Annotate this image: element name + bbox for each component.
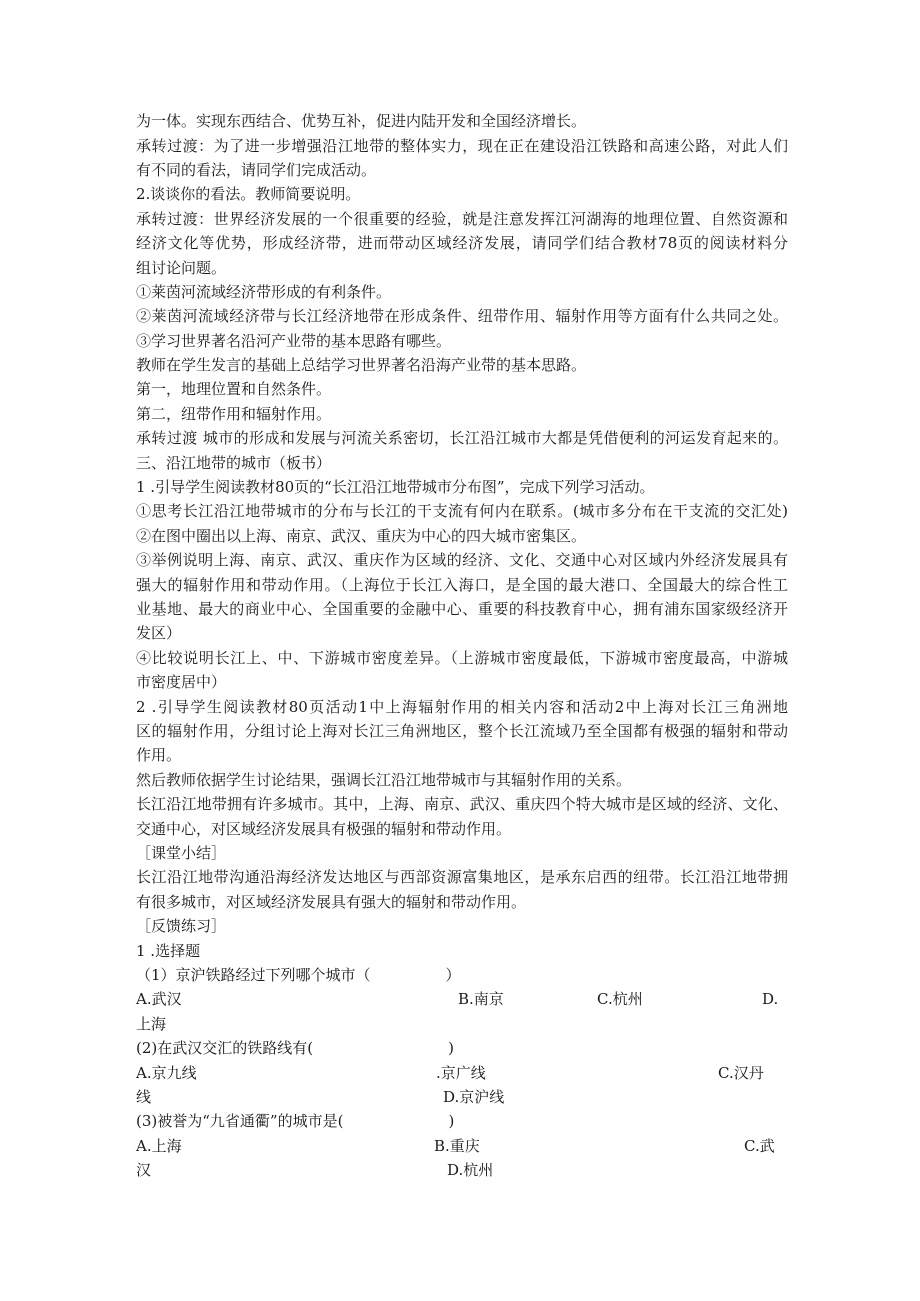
paragraph-line: 2.谈谈你的看法。教师简要说明。	[136, 185, 361, 203]
option-a: A.京九线	[136, 1064, 197, 1082]
option-c: C.汉丹	[718, 1064, 764, 1082]
paragraph-line: ④比较说明长江上、中、下游城市密度差异。（上游城市密度最低，下游城市密度最高，中游城	[136, 649, 788, 667]
option-d-continued: 上海	[136, 1015, 167, 1033]
option-d: D.杭州	[447, 1161, 494, 1179]
paragraph-line: 长江沿江地带沟通沿海经济发达地区与西部资源富集地区，是承东启西的纽带。长江沿江地带拥	[136, 868, 788, 886]
section-heading: 三、沿江地带的城市（板书）	[136, 454, 332, 472]
question-stem: （1）京沪铁路经过下列哪个城市（ ）	[136, 966, 461, 984]
paragraph-line: 经济文化等优势，形成经济带，进而带动区域经济发展，请同学们结合教材78页的阅读材料分	[136, 234, 788, 252]
paragraph-line: 业基地、最大的商业中心、全国重要的金融中心、重要的科技教育中心，拥有浦东国家级经济开	[136, 600, 788, 618]
option-b: B.重庆	[434, 1137, 480, 1155]
paragraph-line: 作用。	[136, 746, 182, 764]
option-a: A.武汉	[136, 990, 182, 1008]
option-c-continued: 汉	[136, 1161, 152, 1179]
option-a: A.上海	[136, 1137, 182, 1155]
paragraph-line: 长江沿江地带拥有许多城市。其中，上海、南京、武汉、重庆四个特大城市是区域的经济、文化、	[136, 795, 788, 813]
paragraph-line: 承转过渡 城市的形成和发展与河流关系密切，长江沿江城市大都是凭借便利的河运发育起来的。	[136, 429, 788, 447]
paragraph-line: ②在图中圈出以上海、南京、武汉、重庆为中心的四大城市密集区。	[136, 527, 587, 545]
question-stem: (3)被誉为“九省通衢”的城市是( )	[136, 1112, 455, 1130]
paragraph-line: 强大的辐射作用和带动作用。（上海位于长江入海口，是全国的最大港口、全国最大的综合性工	[136, 576, 788, 594]
paragraph-line: 交通中心，对区域经济发展具有极强的辐射和带动作用。	[136, 820, 512, 838]
paragraph-line: 区的辐射作用，分组讨论上海对长江三角洲地区，整个长江流域乃至全国都有极强的辐射和带动	[136, 722, 788, 740]
question-stem: (2)在武汉交汇的铁路线有( )	[136, 1039, 454, 1057]
paragraph-line: 市密度居中）	[136, 673, 227, 691]
paragraph-line: 第二，纽带作用和辐射作用。	[136, 405, 332, 423]
paragraph-line: ③举例说明上海、南京、武汉、重庆作为区域的经济、文化、交通中心对区域内外经济发展具有	[136, 551, 788, 569]
paragraph-line: ①莱茵河流域经济带形成的有利条件。	[136, 283, 392, 301]
paragraph-line: 1 .引导学生阅读教材80页的“长江沿江地带城市分布图”，完成下列学习活动。	[136, 478, 655, 496]
paragraph-line: 为一体。实现东西结合、优势互补，促进内陆开发和全国经济增长。	[136, 112, 587, 130]
paragraph-line: 组讨论问题。	[136, 259, 227, 277]
option-d: D.	[762, 990, 779, 1008]
paragraph-line: 然后教师依据学生讨论结果，强调长江沿江地带城市与其辐射作用的关系。	[136, 771, 632, 789]
paragraph-line: 第一，地理位置和自然条件。	[136, 380, 332, 398]
paragraph-line: ①思考长江沿江地带城市的分布与长江的干支流有何内在联系。(城市多分布在干支流的交汇处)	[136, 502, 788, 520]
paragraph-line: 2 .引导学生阅读教材80页活动1中上海辐射作用的相关内容和活动2中上海对长江三角洲地	[136, 698, 788, 716]
paragraph-line: 有很多城市，对区域经济发展具有强大的辐射和带动作用。	[136, 893, 527, 911]
paragraph-line: 教师在学生发言的基础上总结学习世界著名沿海产业带的基本思路。	[136, 356, 587, 374]
paragraph-line: 1 .选择题	[136, 942, 201, 960]
paragraph-line: 承转过渡：世界经济发展的一个很重要的经验，就是注意发挥江河湖海的地理位置、自然资源和	[136, 210, 788, 228]
paragraph-line: 发区）	[136, 624, 182, 642]
paragraph-line: 承转过渡：为了进一步增强沿江地带的整体实力，现在正在建设沿江铁路和高速公路，对此人们	[136, 137, 788, 155]
paragraph-line: ③学习世界著名沿河产业带的基本思路有哪些。	[136, 332, 452, 350]
option-c: C.杭州	[597, 990, 643, 1008]
option-d: D.京沪线	[443, 1088, 505, 1106]
section-heading: ［反馈练习］	[136, 917, 227, 935]
section-heading: ［课堂小结］	[136, 844, 227, 862]
option-b: B.南京	[458, 990, 504, 1008]
option-c: C.武	[744, 1137, 775, 1155]
paragraph-line: ②莱茵河流域经济带与长江经济地带在形成条件、纽带作用、辐射作用等方面有什么共同之处。	[136, 307, 788, 325]
option-c-continued: 线	[136, 1088, 152, 1106]
paragraph-line: 有不同的看法，请同学们完成活动。	[136, 161, 377, 179]
option-b: .京广线	[436, 1064, 486, 1082]
